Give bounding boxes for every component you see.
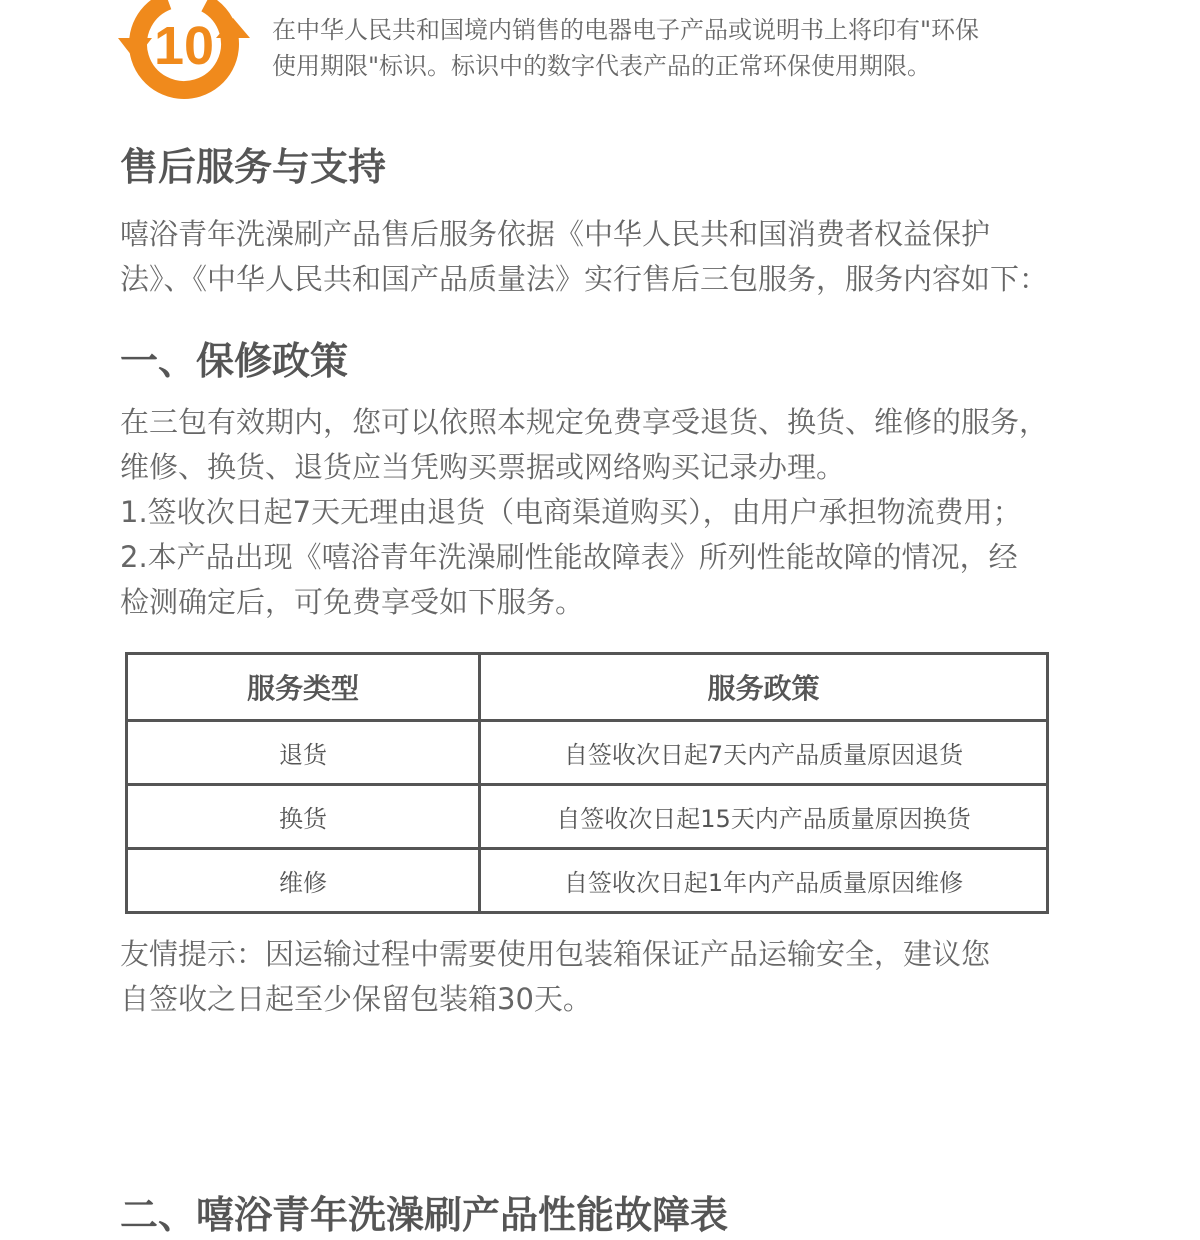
paragraph-line: 维修、换货、退货应当凭购买票据或网络购买记录办理。 (120, 450, 846, 484)
after-sales-intro (120, 212, 1080, 302)
eco-use-period-10-icon (118, 0, 250, 110)
warranty-title: 一、保修政策 (120, 339, 349, 383)
paragraph-line: 在三包有效期内，您可以依照本规定免费享受退货、换货、维修的服务， (120, 405, 1049, 439)
paragraph-line: 自签收之日起至少保留包装箱30天。 (120, 982, 592, 1016)
paragraph-line: 检测确定后，可免费享受如下服务。 (120, 585, 585, 619)
paragraph-line: 2.本产品出现《嘻浴青年洗澡刷性能故障表》所列性能故障的情况，经 (120, 540, 1018, 574)
paragraph-line: 法》、《中华人民共和国产品质量法》实行售后三包服务，服务内容如下： (120, 262, 1049, 296)
cell-service-policy: 自签收次日起1年内产品质量原因维修 (480, 849, 1048, 913)
table-row (127, 785, 1048, 849)
packaging-tip (120, 932, 1080, 1022)
cell-service-type: 维修 (127, 849, 480, 913)
cell-service-type: 换货 (127, 785, 480, 849)
table-header-row (127, 654, 1048, 721)
paragraph-line: 嘻浴青年洗澡刷产品售后服务依据《中华人民共和国消费者权益保护 (120, 217, 991, 251)
paragraph-line: 友情提示：因运输过程中需要使用包装箱保证产品运输安全，建议您 (120, 937, 991, 971)
after-sales-title: 售后服务与支持 (120, 145, 387, 189)
logo-number: 10 (153, 16, 215, 76)
paragraph-line: 1.签收次日起7天无理由退货（电商渠道购买），由用户承担物流费用； (120, 495, 1022, 529)
eco-label-description (272, 12, 1072, 84)
eco-label-line: 使用期限"标识。标识中的数字代表产品的正常环保使用期限。 (272, 52, 932, 80)
table-row (127, 721, 1048, 785)
header-service-policy: 服务政策 (480, 654, 1048, 721)
fault-table-title: 二、嘻浴青年洗澡刷产品性能故障表 (120, 1193, 729, 1237)
table-row (127, 849, 1048, 913)
header-service-type: 服务类型 (127, 654, 480, 721)
cell-service-type: 退货 (127, 721, 480, 785)
cell-service-policy: 自签收次日起7天内产品质量原因退货 (480, 721, 1048, 785)
cell-service-policy: 自签收次日起15天内产品质量原因换货 (480, 785, 1048, 849)
service-policy-table (125, 652, 1049, 914)
eco-label-line: 在中华人民共和国境内销售的电器电子产品或说明书上将印有"环保 (272, 16, 980, 44)
warranty-body (120, 400, 1080, 625)
